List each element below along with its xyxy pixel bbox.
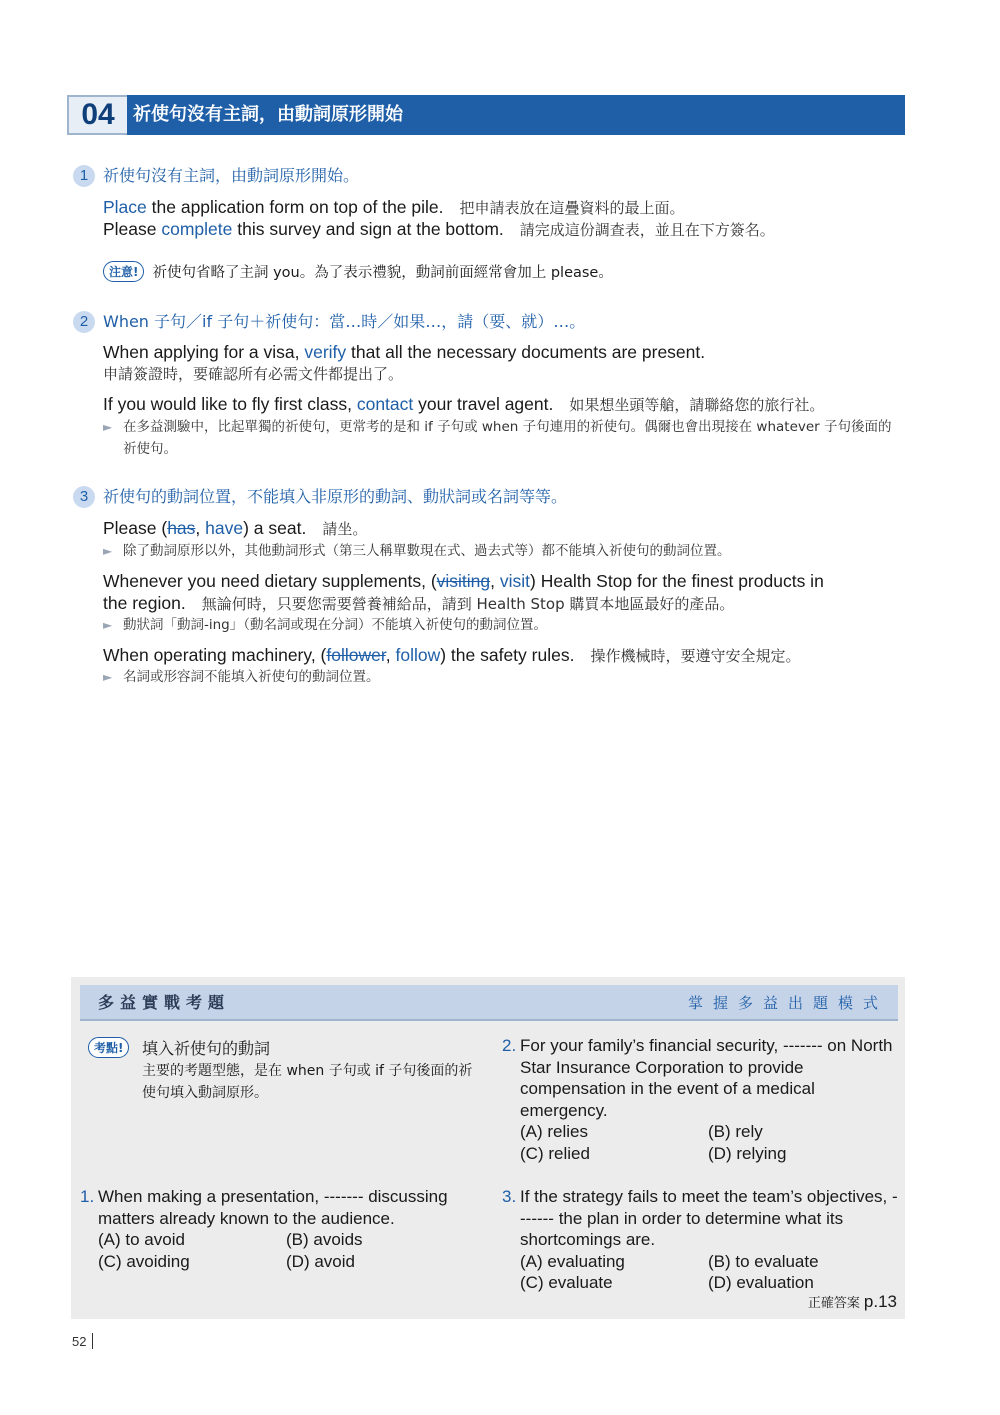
note-text: 除了動詞原形以外，其他動詞形式（第三人稱單數現在式、過去式等）都不能填入祈使句的動詞位置。 xyxy=(123,543,731,559)
verb-highlight: verify xyxy=(304,342,347,362)
example-sentence xyxy=(103,393,824,416)
sentence-text: When applying for a visa, xyxy=(103,342,305,362)
page-number-divider xyxy=(92,1333,93,1349)
practice-subtitle: 掌握多益出題模式 xyxy=(687,994,888,1012)
page-number: 52 xyxy=(72,1334,87,1349)
question-number: 2. xyxy=(502,1036,517,1055)
sentence-text: the region. xyxy=(103,593,186,613)
practice-header xyxy=(80,985,898,1021)
answer-options xyxy=(502,1121,897,1164)
sentence-text: that all the necessary documents are present. xyxy=(346,342,706,362)
warning-note xyxy=(103,261,613,287)
example-sentence xyxy=(103,517,367,540)
sentence-text: this survey and sign at the bottom. xyxy=(232,219,504,239)
section-title: 祈使句沒有主詞，由動詞原形開始。 xyxy=(103,166,360,185)
sentence-text: your travel agent. xyxy=(413,394,554,414)
sentence-text: the application form on top of the pile. xyxy=(146,197,444,217)
exam-point-badge: 考點! xyxy=(88,1037,129,1058)
answer-reference xyxy=(808,1292,897,1312)
sentence-text: Please xyxy=(103,219,162,239)
note-text: 動狀詞「動詞-ing」（動名詞或現在分詞）不能填入祈使句的動詞位置。 xyxy=(123,617,547,633)
wrong-option: has xyxy=(167,518,196,538)
sentence-text: If you would like to fly first class, xyxy=(103,394,357,414)
example-sentence xyxy=(103,341,705,363)
translation: 申請簽證時，要確認所有必需文件都提出了。 xyxy=(103,365,404,383)
translation: 無論何時，只要您需要營養補給品，請到 Health Stop 購買本地區最好的產品。 xyxy=(201,595,735,613)
option-a[interactable]: (A) to avoid xyxy=(98,1230,185,1249)
verb-highlight: contact xyxy=(356,394,414,414)
arrow-icon: ► xyxy=(103,420,113,434)
arrow-icon: ► xyxy=(103,544,113,558)
option-d[interactable]: (D) avoid xyxy=(286,1251,355,1271)
answer-label: 正確答案 xyxy=(807,1296,860,1311)
explanation-note xyxy=(103,666,380,688)
translation: 如果想坐頭等艙，請聯絡您的旅行社。 xyxy=(569,396,825,414)
example-sentence xyxy=(103,218,775,241)
verb-highlight: complete xyxy=(161,219,233,239)
example-sentence xyxy=(103,644,800,667)
practice-title: 多益實戰考題 xyxy=(98,993,231,1012)
answer-options xyxy=(80,1229,490,1272)
example-sentence xyxy=(103,570,824,592)
note-text: 名詞或形容詞不能填入祈使句的動詞位置。 xyxy=(123,669,380,685)
section-number: 1 xyxy=(73,165,95,187)
sentence-text: Please ( xyxy=(103,518,168,538)
note-text: 在多益測驗中，比起單獨的祈使句，更常考的是和 if 子句或 when 子句連用的祈使句。偶爾也會出現接在 whatever 子句後面的祈使句。 xyxy=(123,419,892,457)
chapter-title: 祈使句沒有主詞，由動詞原形開始 xyxy=(133,104,403,125)
option-a[interactable]: (A) relies xyxy=(520,1122,589,1141)
separator: , xyxy=(195,518,206,538)
question-number: 1. xyxy=(80,1187,95,1206)
exam-point-description: 主要的考題型態，是在 when 子句或 if 子句後面的祈使句填入動詞原形。 xyxy=(142,1063,473,1101)
section-number: 3 xyxy=(73,486,95,508)
question-1 xyxy=(80,1186,490,1272)
option-b[interactable]: (B) to evaluate xyxy=(708,1251,819,1271)
explanation-note xyxy=(103,416,903,460)
sentence-text: Whenever you need dietary supplements, ( xyxy=(103,571,437,591)
separator: , xyxy=(385,645,396,665)
option-c[interactable]: (C) relied xyxy=(520,1143,590,1163)
translation: 把申請表放在這疊資料的最上面。 xyxy=(459,199,685,217)
translation: 操作機械時，要遵守安全規定。 xyxy=(590,647,801,665)
option-b[interactable]: (B) rely xyxy=(708,1122,763,1141)
option-a[interactable]: (A) evaluating xyxy=(520,1251,625,1271)
sentence-text: When operating machinery, ( xyxy=(103,645,327,665)
translation: 請完成這份調查表，並且在下方簽名。 xyxy=(519,221,775,239)
warning-text: 祈使句省略了主詞 you。為了表示禮貌，動詞前面經常會加上 please。 xyxy=(152,265,613,281)
sentence-text: ) the safety rules. xyxy=(440,645,575,665)
option-c[interactable]: (C) avoiding xyxy=(98,1251,190,1271)
question-3 xyxy=(502,1186,902,1294)
wrong-option: follower xyxy=(326,645,386,665)
wrong-option: visiting xyxy=(436,571,491,591)
arrow-icon: ► xyxy=(103,670,113,684)
exam-point-title: 填入祈使句的動詞 xyxy=(142,1039,271,1058)
correct-option: have xyxy=(205,518,244,538)
example-sentence xyxy=(103,196,685,219)
separator: , xyxy=(490,571,500,591)
sentence-text: ) a seat. xyxy=(243,518,307,538)
option-d[interactable]: (D) relying xyxy=(708,1143,787,1163)
correct-option: visit xyxy=(499,571,531,591)
question-text: If the strategy fails to meet the team’s objectives, ------- the plan in order to determine what its shortcomings are. xyxy=(520,1187,898,1249)
option-c[interactable]: (C) evaluate xyxy=(520,1273,613,1292)
question-number: 3. xyxy=(502,1187,517,1206)
section-title: When 子句／if 子句＋祈使句：當…時／如果…，請（要、就）…。 xyxy=(103,312,586,331)
sentence-text: ) Health Stop for the finest products in xyxy=(530,571,824,591)
warning-badge: 注意! xyxy=(103,261,144,282)
arrow-icon: ► xyxy=(103,618,113,632)
chapter-header xyxy=(67,95,905,135)
answer-page: p.13 xyxy=(863,1292,897,1311)
section-number: 2 xyxy=(73,311,95,333)
option-b[interactable]: (B) avoids xyxy=(286,1230,363,1249)
option-d[interactable]: (D) evaluation xyxy=(708,1273,814,1292)
section-title: 祈使句的動詞位置，不能填入非原形的動詞、動狀詞或名詞等等。 xyxy=(103,487,568,506)
question-2 xyxy=(502,1035,897,1164)
verb-highlight: Place xyxy=(103,197,147,217)
question-text: When making a presentation, ------- discussing matters already known to the audience. xyxy=(98,1187,448,1228)
explanation-note xyxy=(103,540,731,562)
explanation-note xyxy=(103,614,547,636)
question-text: For your family’s financial security, ------- on North Star Insurance Corporation to provide compensation in the event of a medical emergency. xyxy=(520,1036,893,1120)
example-sentence-cont xyxy=(103,592,734,615)
translation: 請坐。 xyxy=(322,520,368,538)
chapter-number: 04 xyxy=(69,97,127,133)
answer-options xyxy=(502,1251,902,1294)
correct-option: follow xyxy=(395,645,441,665)
